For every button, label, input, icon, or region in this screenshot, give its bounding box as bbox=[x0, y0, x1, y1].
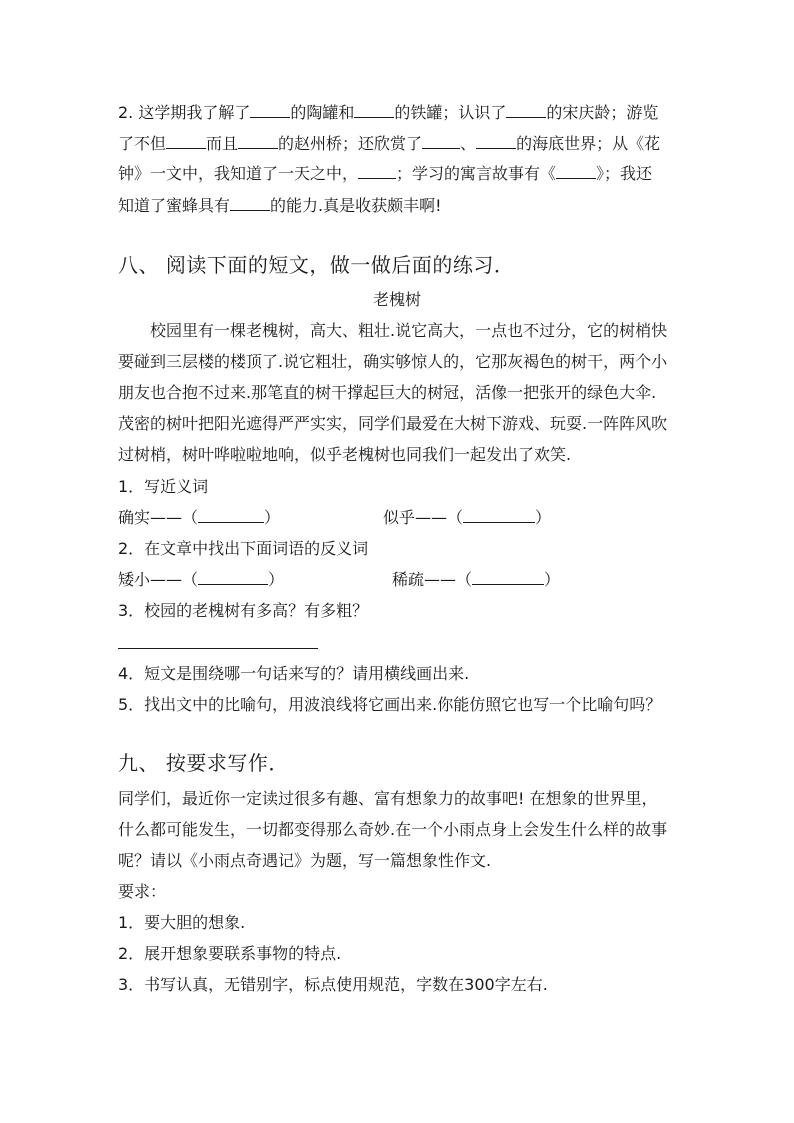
question-3: 3．校园的老槐树有多高？有多粗？ bbox=[118, 601, 369, 620]
requirement-item: 2．展开想象要联系事物的特点. bbox=[118, 944, 342, 963]
q2-text: 》；我还 bbox=[596, 164, 653, 183]
antonym-row-2 bbox=[392, 570, 560, 590]
synonym-row-2 bbox=[383, 508, 551, 528]
answer-blank[interactable] bbox=[556, 164, 596, 179]
requirements-label: 要求： bbox=[118, 882, 167, 901]
answer-blank[interactable] bbox=[166, 134, 206, 149]
requirement-item: 1．要大胆的想象. bbox=[118, 913, 246, 932]
section-9-heading: 九、 按要求写作． bbox=[118, 751, 289, 775]
q2-text: 的海底世界；从《花 bbox=[516, 134, 661, 153]
q2-text: 的赵州桥；还欣赏了 bbox=[278, 134, 423, 153]
answer-blank[interactable] bbox=[198, 508, 264, 523]
question-5: 5．找出文中的比喻句，用波浪线将它画出来.你能仿照它也写一个比喻句吗？ bbox=[118, 695, 662, 714]
antonym-row bbox=[118, 570, 284, 590]
q2-text: ；学习的寓言故事有《 bbox=[396, 164, 557, 183]
answer-blank[interactable] bbox=[472, 570, 544, 585]
answer-blank[interactable] bbox=[238, 134, 278, 149]
close-paren: ） bbox=[268, 570, 285, 589]
q2-text: 的铁罐；认识了 bbox=[394, 103, 507, 122]
close-paren: ） bbox=[264, 508, 281, 527]
q2-text: 而且 bbox=[206, 134, 239, 153]
requirement-item: 3．书写认真，无错别字，标点使用规范，字数在300字左右. bbox=[118, 975, 548, 994]
answer-blank[interactable] bbox=[250, 103, 290, 118]
passage-title: 老槐树 bbox=[372, 290, 421, 309]
synonym-row bbox=[118, 508, 280, 528]
q2-text: 2. 这学期我了解了 bbox=[118, 103, 251, 122]
q2-line-3 bbox=[118, 164, 652, 184]
passage-line: 过树梢，树叶哗啦啦地响，似乎老槐树也同我们一起发出了欢笑. bbox=[118, 445, 572, 464]
prompt-line: 同学们，最近你一定读过很多有趣、富有想象力的故事吧! 在想象的世界里， bbox=[118, 789, 658, 808]
question-2: 2．在文章中找出下面词语的反义词 bbox=[118, 539, 369, 558]
q2-text: 钟》一文中，我知道了一天之中， bbox=[118, 164, 359, 183]
q2-text: 的宋庆龄；游览 bbox=[546, 103, 659, 122]
q2-line-4 bbox=[118, 196, 442, 216]
answer-blank[interactable] bbox=[230, 196, 270, 211]
answer-blank[interactable] bbox=[422, 134, 460, 149]
answer-blank[interactable] bbox=[354, 103, 394, 118]
q2-text: 了不但 bbox=[118, 134, 167, 153]
prompt-line: 呢？请以《小雨点奇遇记》为题，写一篇想象性作文. bbox=[118, 851, 492, 870]
close-paren: ） bbox=[535, 508, 552, 527]
passage-line: 校园里有一棵老槐树，高大、粗壮.说它高大，一点也不过分，它的树梢快 bbox=[150, 321, 668, 340]
answer-blank[interactable] bbox=[506, 103, 546, 118]
question-1: 1．写近义词 bbox=[118, 477, 209, 496]
q2-line-1 bbox=[118, 103, 658, 123]
answer-blank[interactable] bbox=[358, 164, 396, 179]
q2-text: 、 bbox=[460, 134, 477, 153]
q2-text: 知道了蜜蜂具有 bbox=[118, 196, 231, 215]
q2-text: 的陶罐和 bbox=[290, 103, 355, 122]
close-paren: ） bbox=[544, 570, 561, 589]
answer-blank[interactable] bbox=[476, 134, 516, 149]
answer-blank[interactable] bbox=[463, 508, 535, 523]
q2-line-2 bbox=[118, 134, 660, 154]
answer-line[interactable] bbox=[118, 648, 318, 649]
synonym-label: 似乎——（ bbox=[383, 508, 464, 527]
question-4: 4．短文是围绕哪一句话来写的？请用横线画出来. bbox=[118, 664, 470, 683]
passage-line: 要碰到三层楼的楼顶了.说它粗壮，确实够惊人的，它那灰褐色的树干，两个小 bbox=[118, 352, 668, 371]
synonym-label: 确实——（ bbox=[118, 508, 199, 527]
answer-blank[interactable] bbox=[198, 570, 268, 585]
section-8-heading: 八、 阅读下面的短文，做一做后面的练习． bbox=[118, 253, 515, 277]
passage-line: 茂密的树叶把阳光遮得严严实实，同学们最爱在大树下游戏、玩耍.一阵阵风吹 bbox=[118, 414, 668, 433]
antonym-label: 稀疏——（ bbox=[392, 570, 473, 589]
q2-text: 的能力.真是收获颇丰啊! bbox=[270, 196, 442, 215]
antonym-label: 矮小——（ bbox=[118, 570, 199, 589]
prompt-line: 什么都可能发生，一切都变得那么奇妙.在一个小雨点身上会发生什么样的故事 bbox=[118, 820, 668, 839]
passage-line: 朋友也合抱不过来.那笔直的树干撑起巨大的树冠，活像一把张开的绿色大伞. bbox=[118, 383, 657, 402]
